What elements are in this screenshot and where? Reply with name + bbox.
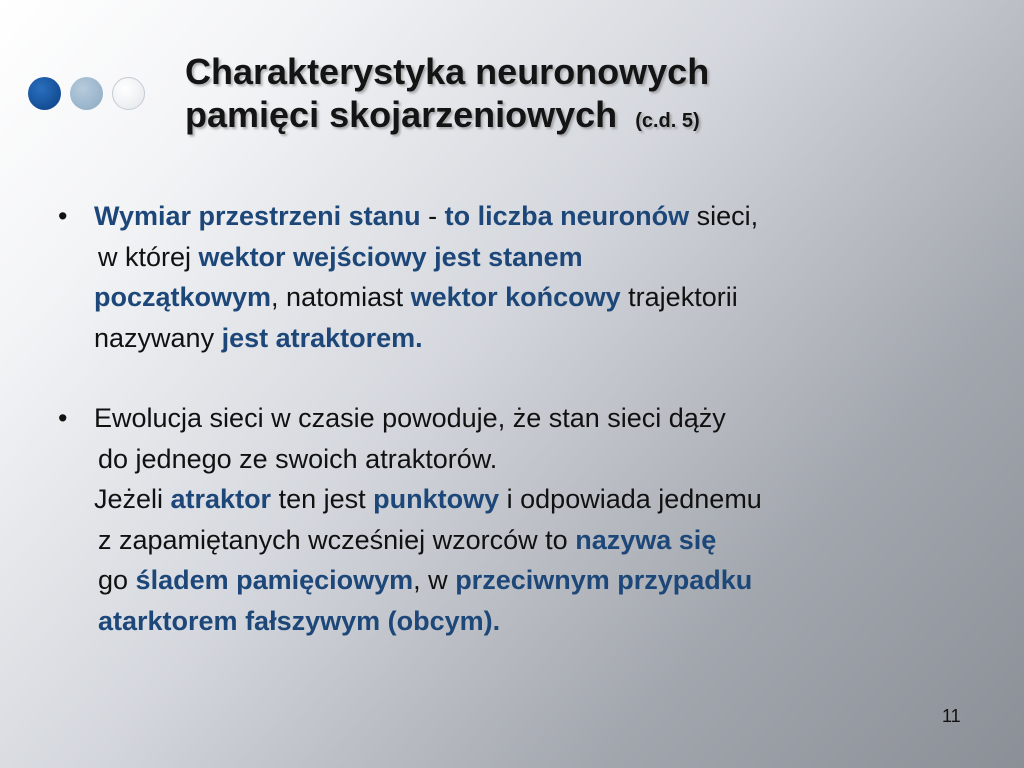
term-nazywa-sie: nazywa się (575, 524, 717, 555)
text-zapamietanych: z zapamiętanych wcześniej wzorców to (98, 524, 576, 555)
bullet-1-line-4 (58, 318, 988, 359)
slide-title (185, 50, 985, 143)
title-line-2 (185, 93, 985, 143)
title-line-1: Charakterystyka neuronowych (185, 51, 710, 92)
term-przeciwnym-przypadku: przeciwnym przypadku (455, 565, 753, 595)
term-wektor-wejsciowy: wektor wejściowy jest stanem (198, 241, 583, 272)
decorative-dots (28, 77, 145, 110)
text-jezeli: Jeżeli (94, 484, 171, 514)
bullet-2-line-1 (58, 398, 988, 439)
title-line-2-text: pamięci skojarzeniowych (185, 94, 618, 135)
text-trajektorii: trajektorii (620, 282, 738, 312)
term-jest-atraktorem: jest atraktorem (221, 322, 416, 353)
slide-content (58, 196, 988, 641)
term-poczatkowym: początkowym (94, 282, 272, 312)
bullet-1-line-1 (58, 196, 988, 237)
term-wymiar-przestrzeni: Wymiar przestrzeni stanu (94, 201, 421, 231)
bullet-icon: • (58, 403, 68, 433)
period-text: . (415, 322, 423, 353)
term-liczba-neuronow: to liczba neuronów (444, 201, 690, 231)
term-punktowy: punktowy (373, 484, 500, 514)
spacer (58, 358, 988, 398)
bullet-icon: • (58, 201, 68, 231)
bullet-2 (58, 398, 988, 641)
text-w: , w (413, 565, 456, 595)
text-sieci: sieci, (689, 201, 759, 231)
bullet-1 (58, 196, 988, 358)
bullet-2-line-6 (58, 601, 988, 642)
light-blue-dot-icon (70, 77, 103, 110)
dark-blue-dot-icon (28, 77, 61, 110)
page-number: 11 (942, 706, 961, 726)
term-wektor-koncowy: wektor końcowy (410, 282, 621, 312)
text-nazywany: nazywany (94, 322, 222, 353)
bullet-2-line-5 (58, 560, 988, 601)
bullet-2-line-4 (58, 520, 988, 561)
term-sladem-pamieciowym: śladem pamięciowym (135, 565, 414, 595)
text-ewolucja: Ewolucja sieci w czasie powoduje, że stan sieci dąży (94, 403, 726, 433)
bullet-1-line-2 (58, 237, 988, 278)
white-dot-icon (112, 77, 145, 110)
text-odpowiada: i odpowiada jednemu (499, 484, 762, 514)
text-go: go (98, 565, 136, 595)
term-atarktorem-falszywym: atarktorem fałszywym (obcym) (98, 605, 493, 636)
bullet-1-line-3 (58, 277, 988, 318)
text-ten-jest: ten jest (271, 484, 374, 514)
term-atraktor: atraktor (170, 484, 272, 514)
text-natomiast: , natomiast (271, 282, 411, 312)
dash-text: - (420, 201, 445, 231)
bullet-2-line-2: do jednego ze swoich atraktorów. (98, 443, 498, 474)
title-continuation: (c.d. 5) (635, 110, 700, 132)
period-text: . (492, 605, 501, 636)
bullet-2-line-3 (58, 479, 988, 520)
text-w-ktorej: w której (98, 241, 199, 272)
